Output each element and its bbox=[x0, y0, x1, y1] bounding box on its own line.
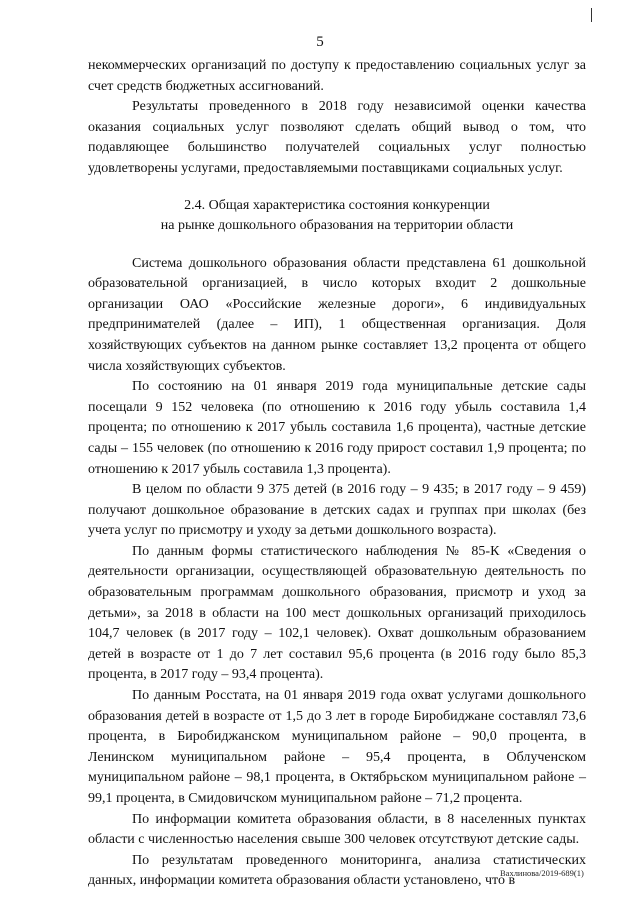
margin-mark bbox=[591, 8, 592, 22]
paragraph-survey-results: Результаты проведенного в 2018 году независимой оценки качества оказания социальных услуг позволяют сделать общий вывод о том, что подавляющее большинство получателей социальных услуг полностью удовлетворены услугами, предоставляемыми поставщиками социальных услуг. bbox=[88, 99, 586, 176]
paragraph-system-overview: Система дошкольного образования области представлена 61 дошкольной образовательной организацией, в число которых входит 2 дошкольные организации ОАО «Российские железные дороги», 6 индивидуальных предпринимателей (далее – ИП), 1 общественная организация. Доля хозяйствующих субъектов на данном рынке составляет 13,2 процента от общего числа хозяйствующих субъектов. bbox=[88, 255, 586, 374]
section-heading-line-1: 2.4. Общая характеристика состояния конкуренции bbox=[184, 197, 490, 213]
document-footer-code: Вахлинова/2019-689(1) bbox=[500, 868, 584, 878]
page-number: 5 bbox=[316, 34, 324, 50]
paragraph-continued: некоммерческих организаций по доступу к предоставлению социальных услуг за счет средств бюджетных ассигнований. bbox=[88, 58, 586, 94]
paragraph-rosstat-coverage: По данным Росстата, на 01 января 2019 года охват услугами дошкольного образования детей в возрасте от 1,5 до 3 лет в городе Биробиджане составлял 73,6 процента, в Биробиджанском муниципальном районе – 90,0 процента, в Ленинском муниципальном районе – 95,4 процента, в Облученском муниципальном районе – 98,1 процента, в Октябрьском муниципальном районе – 99,1 процента, в Смидовичском муниципальном районе – 71,2 процента. bbox=[88, 688, 586, 806]
paragraph-attendance: По состоянию на 01 января 2019 года муниципальные детские сады посещали 9 152 человека (по отношению к 2016 году убыль составила 1,4 процента; по отношению к 2017 убыль составила 1,6 процента), частные детские сады – 155 человек (по отношению к 2016 году прирост составил 1,9 процента; по отношению к 2017 убыль составила 1,3 процента). bbox=[88, 379, 586, 477]
document-body bbox=[88, 56, 586, 892]
section-heading-line-2: на рынке дошкольного образования на территории области bbox=[160, 217, 514, 233]
section-heading bbox=[88, 196, 586, 236]
paragraph-monitoring: По результатам проведенного мониторинга, анализа статистических данных, информации комитета образования области установлено, что в bbox=[88, 852, 586, 889]
paragraph-statistics-85k: По данным формы статистического наблюдения № 85-К «Сведения о деятельности организации, осуществляющей образовательную деятельность по образовательным программам дошкольного образования, присмотр и уход за детьми», за 2018 в области на 100 мест дошкольных организаций приходилось 104,7 человек (в 2017 году – 102,1 человек). Охват дошкольным образованием детей в возрасте от 1 до 7 лет составил 95,6 процента (в 2016 году было 85,3 процента, в 2017 году – 93,4 процента). bbox=[88, 543, 586, 683]
paragraph-total-children: В целом по области 9 375 детей (в 2016 году – 9 435; в 2017 году – 9 459) получают дошкольное образование в детских садах и группах при школах (без учета услуг по присмотру и уходу за детьми дошкольного возраста). bbox=[88, 482, 586, 539]
paragraph-missing-kindergartens: По информации комитета образования области, в 8 населенных пунктах области с численностью населения свыше 300 человек отсутствуют детские сады. bbox=[88, 811, 586, 848]
